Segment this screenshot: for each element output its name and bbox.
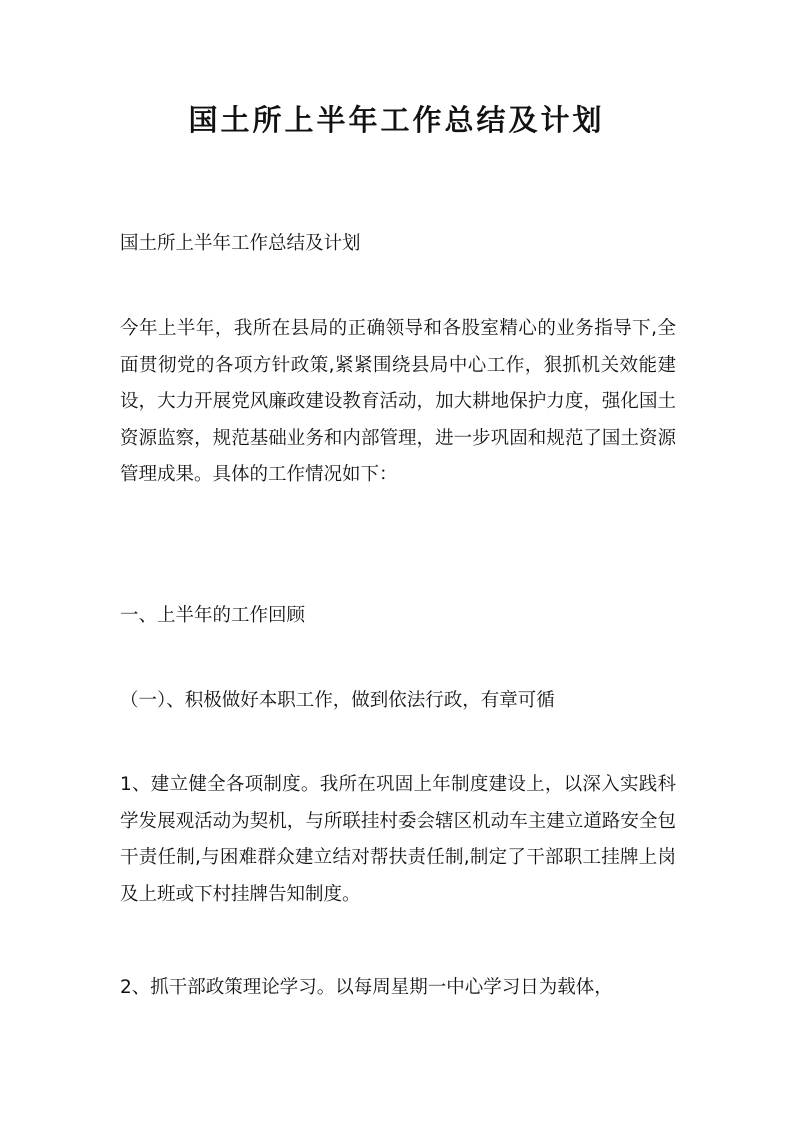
section-heading: 一、上半年的工作回顾 bbox=[120, 605, 306, 626]
list-item: 1、建立健全各项制度。我所在巩固上年制度建设上，以深入实践科学发展观活动为契机，与所联挂村委会辖区机动车主建立道路安全包干责任制,与困难群众建立结对帮扶责任制,制定了干部职工挂牌上岗及上班或下村挂牌告知制度。 bbox=[120, 774, 676, 905]
subsection-heading: （一）、积极做好本职工作，做到依法行政，有章可循 bbox=[120, 690, 555, 711]
document-title: 国土所上半年工作总结及计划 bbox=[188, 103, 605, 137]
list-item: 2、抓干部政策理论学习。以每周星期一中心学习日为载体， bbox=[120, 977, 613, 998]
document-subtitle: 国土所上半年工作总结及计划 bbox=[120, 233, 361, 254]
intro-paragraph: 今年上半年，我所在县局的正确领导和各股室精心的业务指导下,全面贯彻党的各项方针政策,紧紧围绕县局中心工作，狠抓机关效能建设，大力开展党风廉政建设教育活动，加大耕地保护力度，强化国土资源监察，规范基础业务和内部管理，进一步巩固和规范了国土资源管理成果。具体的工作情况如下： bbox=[120, 318, 676, 485]
